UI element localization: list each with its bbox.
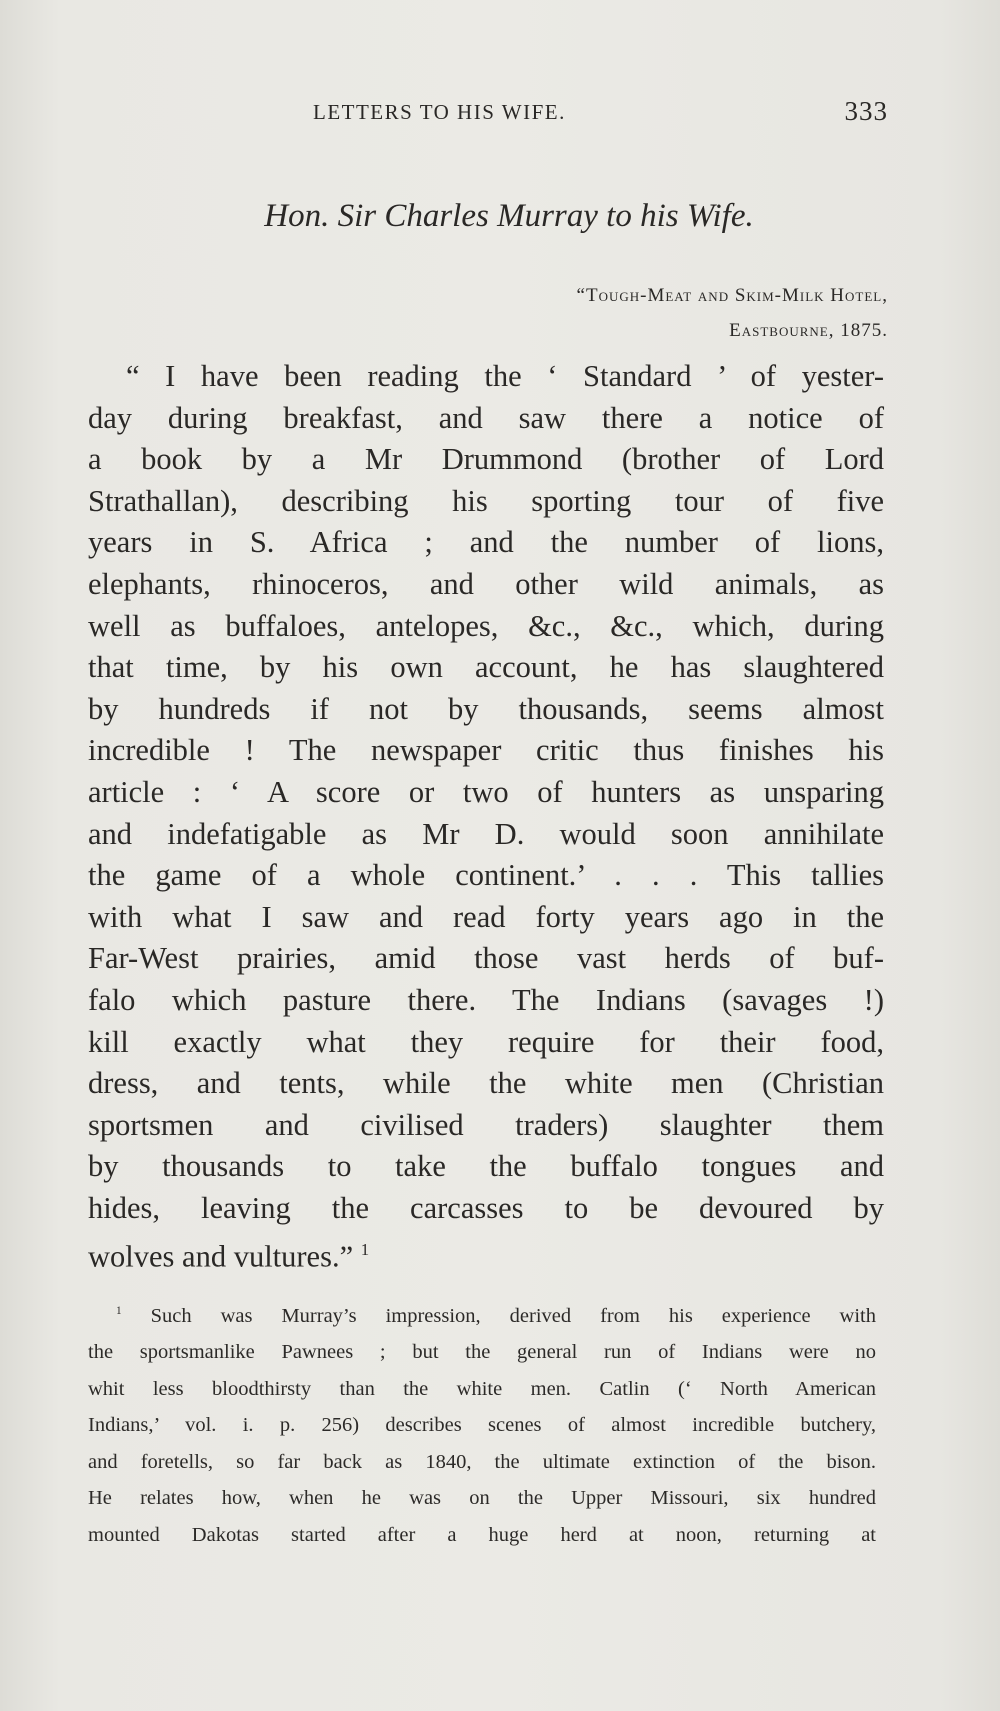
body-line: “ I have been reading the ‘ Standard ’ of yester- — [126, 359, 884, 393]
dateline — [577, 278, 888, 348]
dateline-line-2: Eastbourne, 1875. — [729, 320, 888, 341]
page-number: 333 — [844, 96, 888, 126]
body-line: article : ‘ A score or two of hunters as unsparing — [88, 774, 884, 809]
body-line: and indefatigable as Mr D. would soon annihilate — [88, 816, 884, 851]
body-line: dress, and tents, while the white men (Christian — [88, 1066, 884, 1101]
body-line: hides, leaving the carcasses to be devoured by — [88, 1190, 884, 1225]
body-line: kill exactly what they require for their food, — [88, 1024, 884, 1059]
letter-body — [88, 356, 884, 1279]
footnote-line: whit less bloodthirsty than the white men. Catlin (‘ North American — [88, 1377, 876, 1400]
footnote-line: mounted Dakotas started after a huge herd at noon, returning at — [88, 1523, 876, 1546]
body-line: sportsmen and civilised traders) slaughter them — [88, 1107, 884, 1142]
footnote — [88, 1293, 876, 1553]
running-title: LETTERS TO HIS WIFE. — [313, 100, 566, 124]
footnote-line-text: Such was Murray’s impression, derived from his experience with — [150, 1304, 876, 1327]
dateline-line-1: “Tough-Meat and Skim-Milk Hotel, — [576, 285, 888, 306]
body-line: with what I saw and read forty years ago in the — [88, 899, 884, 934]
body-line: that time, by his own account, he has slaughtered — [88, 650, 884, 685]
body-line: by thousands to take the buffalo tongues and — [88, 1149, 884, 1184]
letter-heading: Hon. Sir Charles Murray to his Wife. — [264, 198, 754, 234]
body-line: a book by a Mr Drummond (brother of Lord — [88, 442, 884, 477]
body-line: incredible ! The newspaper critic thus finishes his — [88, 733, 884, 768]
body-line: by hundreds if not by thousands, seems almost — [88, 691, 884, 726]
footnote-reference: 1 — [360, 1240, 370, 1260]
body-line-text: wolves and vultures.” — [88, 1240, 354, 1275]
footnote-line: and foretells, so far back as 1840, the ultimate extinction of the bison. — [88, 1450, 876, 1473]
footnote-line-first — [88, 1293, 876, 1334]
running-head — [88, 92, 888, 132]
body-line: elephants, rhinoceros, and other wild animals, as — [88, 566, 884, 601]
body-line: falo which pasture there. The Indians (savages !) — [88, 982, 884, 1017]
body-line: well as buffaloes, antelopes, &c., &c., which, during — [88, 608, 884, 643]
body-line: Far-West prairies, amid those vast herds of buf- — [88, 941, 884, 976]
body-line: the game of a whole continent.’ . . . This tallies — [88, 858, 884, 893]
footnote-marker: 1 — [116, 1305, 122, 1317]
body-line-last — [88, 1229, 884, 1278]
footnote-line: He relates how, when he was on the Upper Missouri, six hundred — [88, 1487, 876, 1510]
body-line: Strathallan), describing his sporting tour of five — [88, 483, 884, 518]
footnote-line: the sportsmanlike Pawnees ; but the general run of Indians were no — [88, 1341, 876, 1364]
body-line: years in S. Africa ; and the number of lions, — [88, 525, 884, 560]
footnote-line: Indians,’ vol. i. p. 256) describes scenes of almost incredible butchery, — [88, 1414, 876, 1437]
body-line: day during breakfast, and saw there a notice of — [88, 400, 884, 435]
